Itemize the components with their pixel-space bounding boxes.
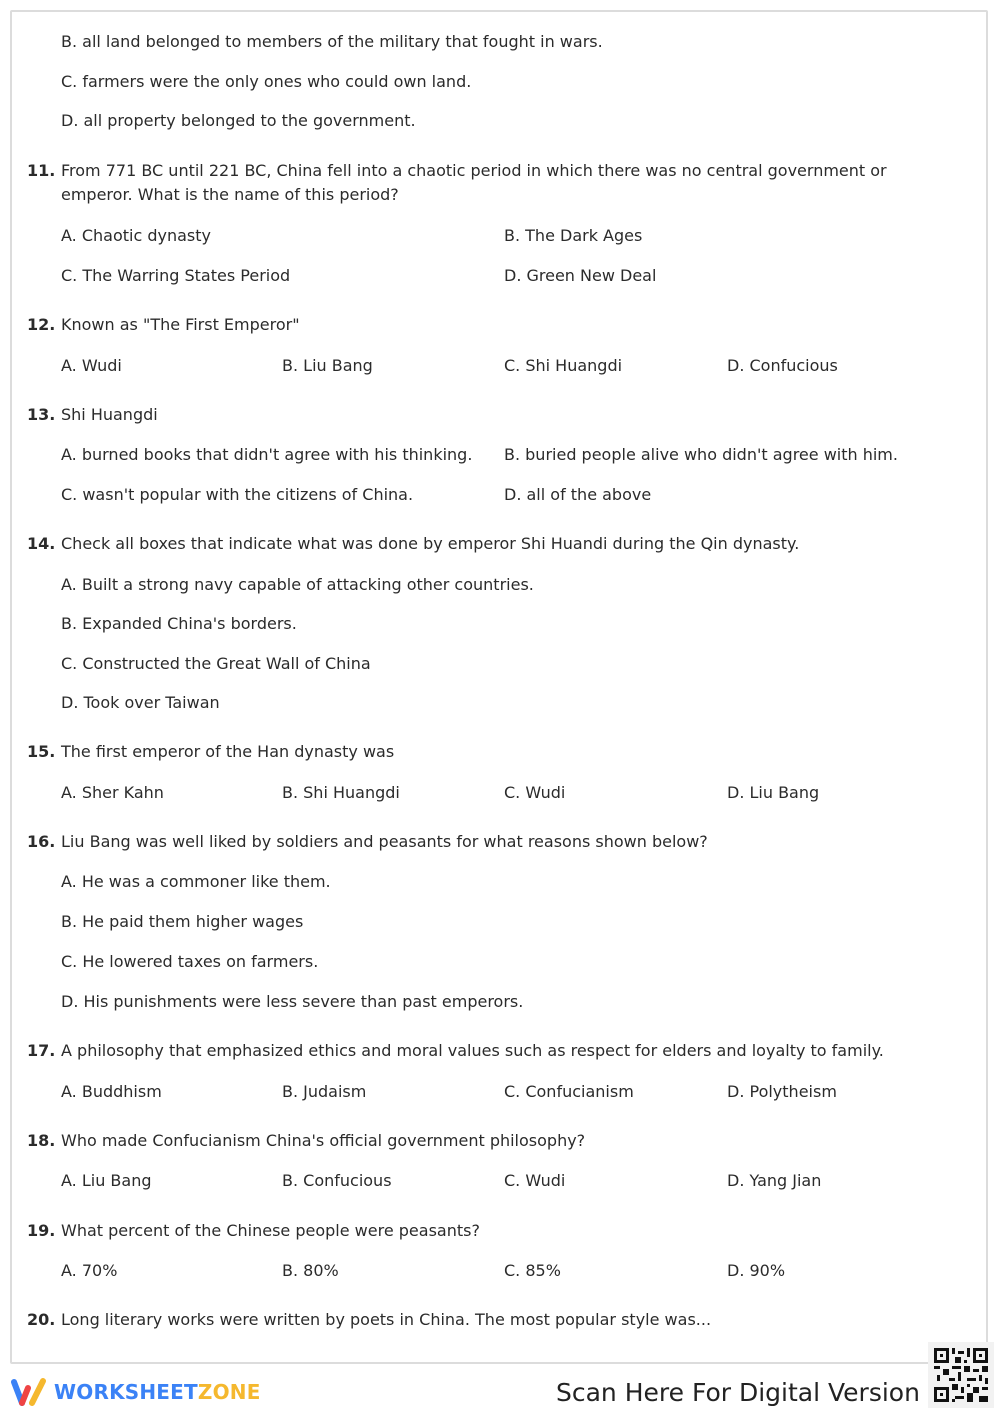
question-number: 15. — [27, 742, 56, 761]
scan-here-label: Scan Here For Digital Version — [556, 1378, 920, 1407]
option-d: D. all of the above — [504, 485, 652, 504]
option-a: A. Built a strong navy capable of attacking other countries. — [61, 575, 534, 594]
option-b: B. Shi Huangdi — [282, 783, 400, 802]
option-a: A. Buddhism — [61, 1082, 162, 1101]
question-17 — [27, 1039, 927, 1063]
option-b: B. Expanded China's borders. — [61, 614, 297, 633]
question-number: 16. — [27, 832, 56, 851]
option-b: B. buried people alive who didn't agree with him. — [504, 445, 898, 464]
question-text: From 771 BC until 221 BC, China fell into a chaotic period in which there was no central government or emperor. What is the name of this period? — [61, 161, 887, 204]
question-number: 13. — [27, 405, 56, 424]
question-20 — [27, 1308, 927, 1332]
question-13 — [27, 403, 927, 427]
question-15 — [27, 740, 927, 764]
option-d: D. Yang Jian — [727, 1171, 822, 1190]
option-d: D. Polytheism — [727, 1082, 837, 1101]
option-c: C. wasn't popular with the citizens of China. — [61, 485, 414, 504]
question-text: Liu Bang was well liked by soldiers and peasants for what reasons shown below? — [61, 832, 708, 851]
option-c: C. Shi Huangdi — [504, 356, 623, 375]
question-text: Shi Huangdi — [61, 405, 158, 424]
option-a: A. Sher Kahn — [61, 783, 164, 802]
option-a: A. Wudi — [61, 356, 122, 375]
question-number: 20. — [27, 1310, 56, 1329]
option-d: D. Confucious — [727, 356, 838, 375]
question-number: 18. — [27, 1131, 56, 1150]
logo-text-zone: ZONE — [197, 1380, 261, 1404]
option-c: C. Wudi — [504, 1171, 566, 1190]
question-12 — [27, 313, 927, 337]
question-text: What percent of the Chinese people were peasants? — [61, 1221, 480, 1240]
option-c: C. 85% — [504, 1261, 561, 1280]
option-c: C. Confucianism — [504, 1082, 634, 1101]
option-b: B. The Dark Ages — [504, 226, 643, 245]
option-b: B. Confucious — [282, 1171, 392, 1190]
option-a: A. Liu Bang — [61, 1171, 152, 1190]
question-number: 12. — [27, 315, 56, 334]
option-d: D. 90% — [727, 1261, 786, 1280]
option-c: C. Wudi — [504, 783, 566, 802]
question-19 — [27, 1219, 927, 1243]
question-16 — [27, 830, 927, 854]
option-a: A. He was a commoner like them. — [61, 872, 331, 891]
option-d: D. Took over Taiwan — [61, 693, 220, 712]
qr-code-icon[interactable] — [928, 1342, 994, 1408]
worksheet-frame — [10, 10, 988, 1364]
question-text: The first emperor of the Han dynasty was — [61, 742, 395, 761]
option-prev-c: C. farmers were the only ones who could own land. — [61, 72, 472, 91]
option-b: B. Liu Bang — [282, 356, 373, 375]
question-text: Who made Confucianism China's official government philosophy? — [61, 1131, 586, 1150]
question-14 — [27, 532, 927, 556]
option-b: B. Judaism — [282, 1082, 367, 1101]
question-text: Check all boxes that indicate what was done by emperor Shi Huandi during the Qin dynasty. — [61, 534, 800, 553]
question-number: 19. — [27, 1221, 56, 1240]
option-prev-b: B. all land belonged to members of the military that fought in wars. — [61, 32, 603, 51]
question-text: Known as "The First Emperor" — [61, 315, 300, 334]
option-a: A. burned books that didn't agree with his thinking. — [61, 445, 473, 464]
option-c: C. He lowered taxes on farmers. — [61, 952, 319, 971]
question-text: Long literary works were written by poets in China. The most popular style was... — [61, 1310, 712, 1329]
logo-text-worksheet: WORKSHEET — [54, 1380, 198, 1404]
option-b: B. 80% — [282, 1261, 339, 1280]
option-a: A. 70% — [61, 1261, 118, 1280]
option-a: A. Chaotic dynasty — [61, 226, 211, 245]
logo-mark-icon — [10, 1376, 48, 1408]
question-number: 17. — [27, 1041, 56, 1060]
question-number: 14. — [27, 534, 56, 553]
question-text: A philosophy that emphasized ethics and moral values such as respect for elders and loyalty to family. — [61, 1041, 884, 1060]
question-number: 11. — [27, 161, 56, 180]
option-d: D. Liu Bang — [727, 783, 820, 802]
question-11 — [27, 159, 927, 207]
option-d: D. Green New Deal — [504, 266, 657, 285]
question-18 — [27, 1129, 927, 1153]
option-b: B. He paid them higher wages — [61, 912, 304, 931]
option-prev-d: D. all property belonged to the government. — [61, 111, 416, 130]
worksheetzone-logo — [10, 1376, 261, 1408]
option-d: D. His punishments were less severe than past emperors. — [61, 992, 524, 1011]
option-c: C. The Warring States Period — [61, 266, 291, 285]
option-c: C. Constructed the Great Wall of China — [61, 654, 371, 673]
